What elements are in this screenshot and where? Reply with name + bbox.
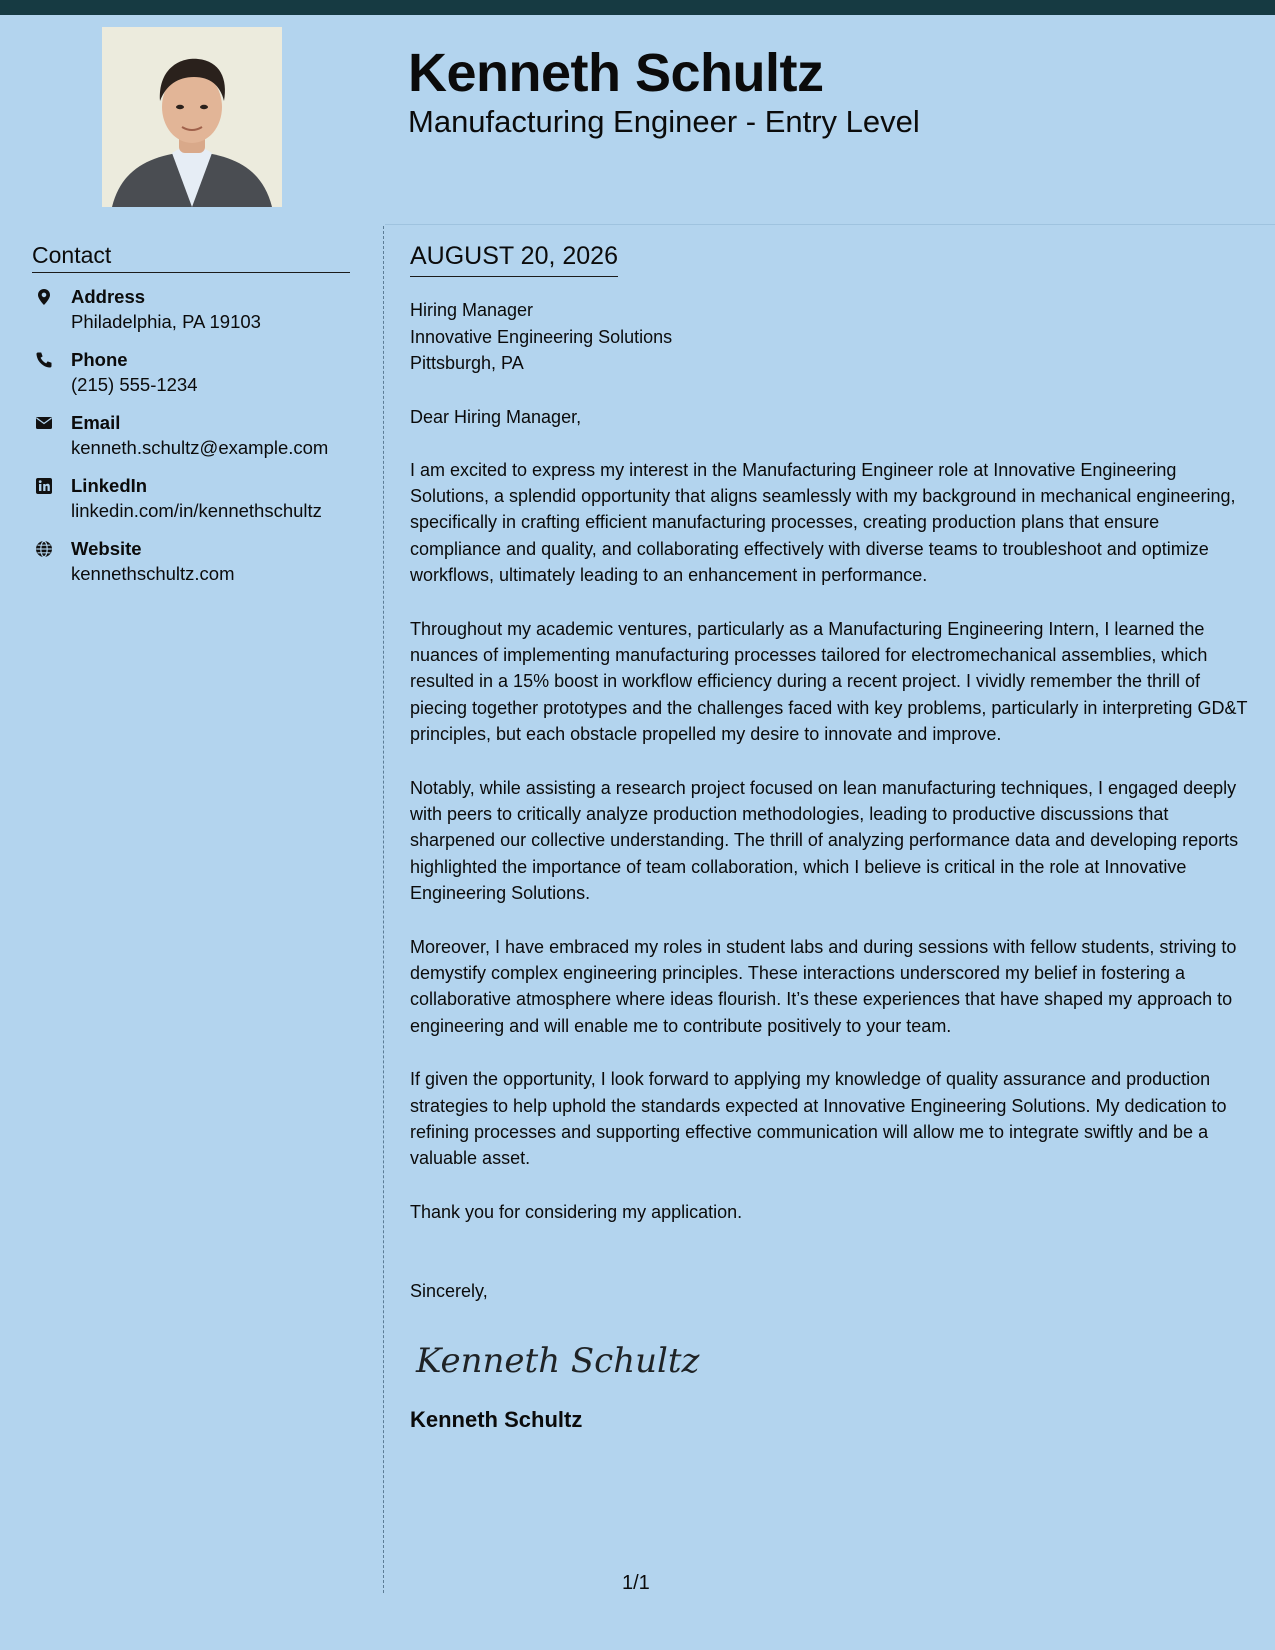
recipient-company: Innovative Engineering Solutions	[410, 326, 673, 347]
contact-list	[32, 285, 352, 600]
contact-label: Website	[71, 538, 142, 559]
signature-image	[410, 1324, 700, 1396]
contact-label: Phone	[71, 349, 128, 370]
body-paragraph: Notably, while assisting a research project focused on lean manufacturing techniques, I engaged deeply with peers to critically analyze production methodologies, leading to productive discussions that sharpened our collective understanding. The thrill of analyzing performance data and developing reports highlighted the importance of team collaboration, which I believe is critical in the role at Innovative Engineering Solutions.	[410, 777, 1239, 904]
closing: Sincerely,	[410, 1281, 488, 1302]
contact-label: LinkedIn	[71, 475, 148, 496]
letter-date: AUGUST 20, 2026	[410, 240, 618, 277]
contact-label: Address	[71, 286, 146, 307]
envelope-icon	[35, 414, 53, 432]
contact-heading: Contact	[32, 240, 350, 273]
linkedin-value[interactable]: linkedin.com/in/kennethschultz	[71, 500, 322, 521]
contact-item-address	[32, 285, 352, 348]
body-paragraph: Moreover, I have embraced my roles in student labs and during sessions with fellow students, striving to demystify complex engineering principles. These interactions underscored my belief in fostering a collaborative atmosphere where ideas flourish. It’s these experiences that have shaped my approach to engineering and will enable me to contribute positively to your team.	[410, 936, 1237, 1036]
contact-item-website	[32, 537, 352, 600]
signer-name: Kenneth Schultz	[410, 1407, 583, 1433]
contact-label: Email	[71, 412, 121, 433]
phone-icon	[35, 351, 53, 369]
linkedin-icon	[35, 477, 53, 495]
map-pin-icon	[35, 288, 53, 306]
candidate-role: Manufacturing Engineer - Entry Level	[408, 104, 920, 139]
avatar-illustration	[102, 27, 282, 207]
candidate-name: Kenneth Schultz	[408, 43, 824, 103]
signature-text: Kenneth Schultz	[416, 1341, 700, 1382]
globe-icon	[35, 540, 53, 558]
letter-body	[410, 240, 1255, 1434]
column-divider	[383, 226, 384, 1593]
email-value[interactable]: kenneth.schultz@example.com	[71, 437, 329, 458]
website-value[interactable]: kennethschultz.com	[71, 563, 235, 584]
thank-you-line: Thank you for considering my application.	[410, 1201, 743, 1222]
header-divider	[385, 224, 1275, 225]
top-accent-bar	[0, 0, 1275, 15]
contact-item-email	[32, 411, 352, 474]
body-paragraph: I am excited to express my interest in the Manufacturing Engineer role at Innovative Engineering Solutions, a splendid opportunity that aligns seamlessly with my background in mechanical engineering, specifically in crafting efficient manufacturing processes, creating production plans that ensure compliance and quality, and collaborating effectively with diverse teams to troubleshoot and optimize workflows, ultimately leading to an enhancement in performance.	[410, 459, 1236, 586]
page-number: 1/1	[622, 1572, 650, 1594]
contact-item-linkedin	[32, 474, 352, 537]
address-value: Philadelphia, PA 19103	[71, 311, 261, 332]
salutation: Dear Hiring Manager,	[410, 406, 582, 427]
phone-value[interactable]: (215) 555-1234	[71, 374, 198, 395]
recipient-block	[410, 297, 1255, 377]
recipient-name: Hiring Manager	[410, 300, 534, 320]
profile-photo	[102, 27, 282, 207]
body-paragraph: If given the opportunity, I look forward to applying my knowledge of quality assurance and production strategies to help uphold the standards expected at Innovative Engineering Solutions. My dedication to refining processes and supporting effective communication will allow me to integrate swiftly and be a valuable asset.	[410, 1069, 1227, 1169]
contact-item-phone	[32, 348, 352, 411]
recipient-location: Pittsburgh, PA	[410, 353, 524, 373]
body-paragraph: Throughout my academic ventures, particularly as a Manufacturing Engineering Intern, I learned the nuances of implementing manufacturing processes tailored for electromechanical assemblies, which resulted in a 15% boost in workflow efficiency during a recent project. I vividly remember the thrill of piecing together prototypes and the challenges faced with key problems, particularly in interpreting GD&T principles, but each obstacle propelled my desire to innovate and improve.	[410, 618, 1248, 745]
